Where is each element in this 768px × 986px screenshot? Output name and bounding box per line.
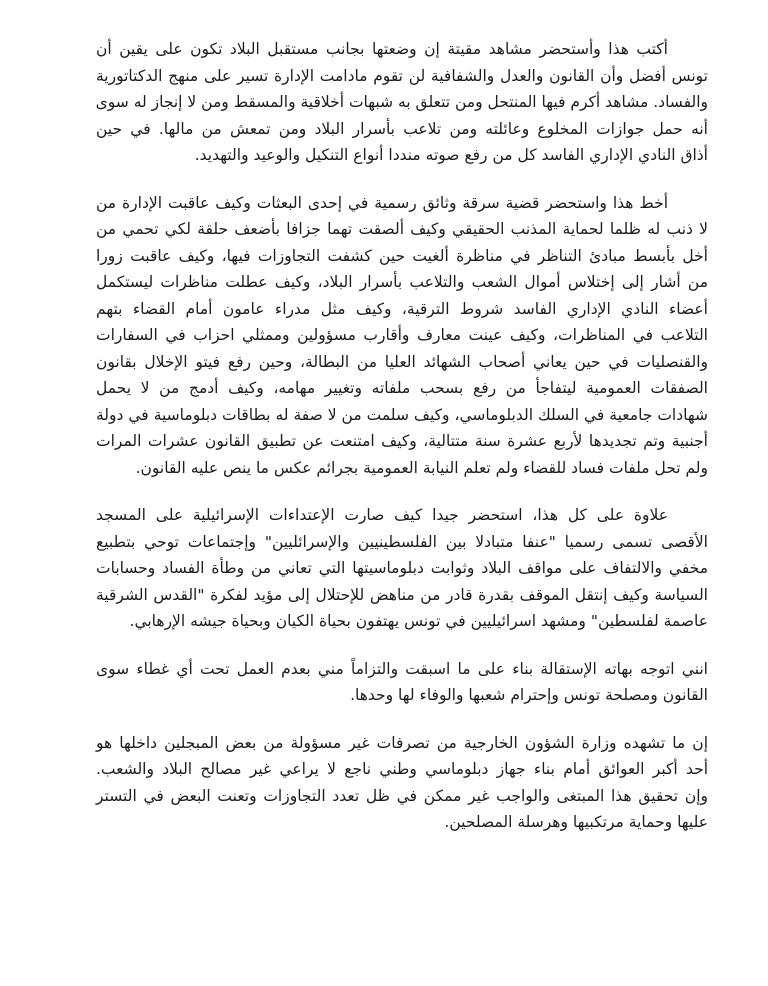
paragraph-5: [96, 730, 708, 836]
paragraph-4: [96, 656, 708, 709]
text-line: أذاق النادي الإداري الفاسد كل من رفع صوته منددا أنواع التنكيل والوعيد والتهديد.: [194, 146, 708, 164]
text-line: إن ما تشهده وزارة الشؤون الخارجية من تصرفات غير مسؤولة من بعض المبجلين داخلها هو: [96, 733, 708, 752]
text-line: أنه حمل جوازات المخلوع وعائلته ومن تلاعب بأسرار البلاد ومن تمعش من مالها. في حين: [96, 119, 708, 138]
text-line: الصفقات العمومية ليتفاجأ من رفع بسحب ملفاته وتغيير مهامه، وكيف أدمج من لا يحمل: [96, 379, 708, 397]
text-line: الأقصى تسمى رسميا "عنفا متبادلا بين الفلسطينيين والإسرائليين" وإجتماعات توحي بتطبيع: [96, 532, 708, 551]
paragraph-3: [96, 502, 708, 635]
paragraph-1: [96, 36, 708, 169]
text-line: مخفي والالتفاف على مواقف البلاد وثوابت دبلوماسيتها التي تعاني من وطأة الفساد وحسابات: [96, 559, 708, 577]
paragraph-2: [96, 190, 708, 482]
text-line: القانون ومصلحة تونس وإحترام شعبها والوفاء لها وحدها.: [350, 686, 708, 704]
text-line: عليها وحماية مرتكبيها وهرسلة المصلحين.: [444, 813, 708, 831]
letter-body: [96, 36, 708, 857]
text-line: شهادات جامعية في السلك الدبلوماسي، وكيف سلمت من لا صفة له بطاقات دبلوماسية في دولة: [96, 405, 708, 424]
text-line: السياسة وكيف إنتقل الموقف بقدرة قادر من مناهض للإحتلال إلى مؤيد لفكرة "القدس الشرقية: [96, 585, 708, 604]
text-line: عاصمة لفلسطين" ومشهد اسرائيليين في تونس يهتفون بحياة الكيان وبحياة جيشه الإرهابي.: [129, 612, 708, 630]
text-line: أجنبية وتم تجديدها لأربع عشرة سنة متتالية، وكيف امتنعت عن تطبيق القانون عشرات المرات: [96, 432, 708, 450]
text-line: أكتب هذا وأستحضر مشاهد مقيتة إن وضعتها بجانب مستقبل البلاد تكون على يقين أن: [96, 40, 668, 58]
text-line: وإن تحقيق هذا المبتغى والواجب غير ممكن في ظل تعدد التجاوزات وتعنت البعض في التستر: [96, 786, 708, 805]
text-line: علاوة على كل هذا، استحضر جيدا كيف صارت الإعتداءات الإسرائيلية على المسجد: [96, 506, 668, 524]
text-line: ولم تحل ملفات فساد للقضاء ولم تعلم النيابة العمومية بجرائم عكس ما ينص عليه القانون.: [135, 458, 708, 477]
text-line: والقنصليات في حين يعاني أصحاب الشهائد العليا من البطالة، وحين رفع فيتو الإخلال بقانون: [96, 352, 708, 371]
text-line: التلاعب في المناظرات، وكيف عينت معارف وأقارب مسؤولين وممثلي احزاب في السفارات: [96, 326, 708, 344]
text-line: أحد أكبر العوائق أمام بناء جهاز دبلوماسي وطني ناجع لا يراعي غير مصالح البلاد والشعب.: [96, 760, 708, 778]
text-line: من أشار إلى إختلاس أموال الشعب والتلاعب بأسرار البلاد، وكيف عطلت مناظرات ليستكمل: [96, 273, 708, 291]
text-line: أخل بأبسط مبادئ التناظر في مناظرة ألغيت حين كشفت التجاوزات فيها، وكيف عاقبت زورا: [96, 246, 708, 265]
text-line: والفساد. مشاهد أكرم فيها المنتحل ومن تتعلق به شبهات أخلاقية والمسقط ومن لا إنجاز له سوى: [95, 93, 708, 111]
text-line: أعضاء النادي الإداري الفاسد شروط الترقية، وكيف مثل مدراء عامون أمام القضاء بتهم: [96, 299, 708, 318]
text-line: لا ذنب له ظلما لحماية المذنب الحقيقي وكيف ألصقت تهما جزافا بأضعف حلقة لكي تحمي من: [96, 220, 708, 238]
text-line: انني اتوجه بهاته الإستقالة بناء على ما اسبقت والتزاماً مني بعدم العمل تحت أي غطاء سوى: [96, 659, 708, 678]
text-line: أخط هذا واستحضر قضية سرقة وثائق رسمية في إحدى البعثات وكيف عاقبت الإدارة من: [96, 193, 668, 212]
text-line: تونس أفضل وأن القانون والعدل والشفافية لن تقوم مادامت الإدارة تسير على منهج الدكتاتورية: [96, 66, 708, 85]
